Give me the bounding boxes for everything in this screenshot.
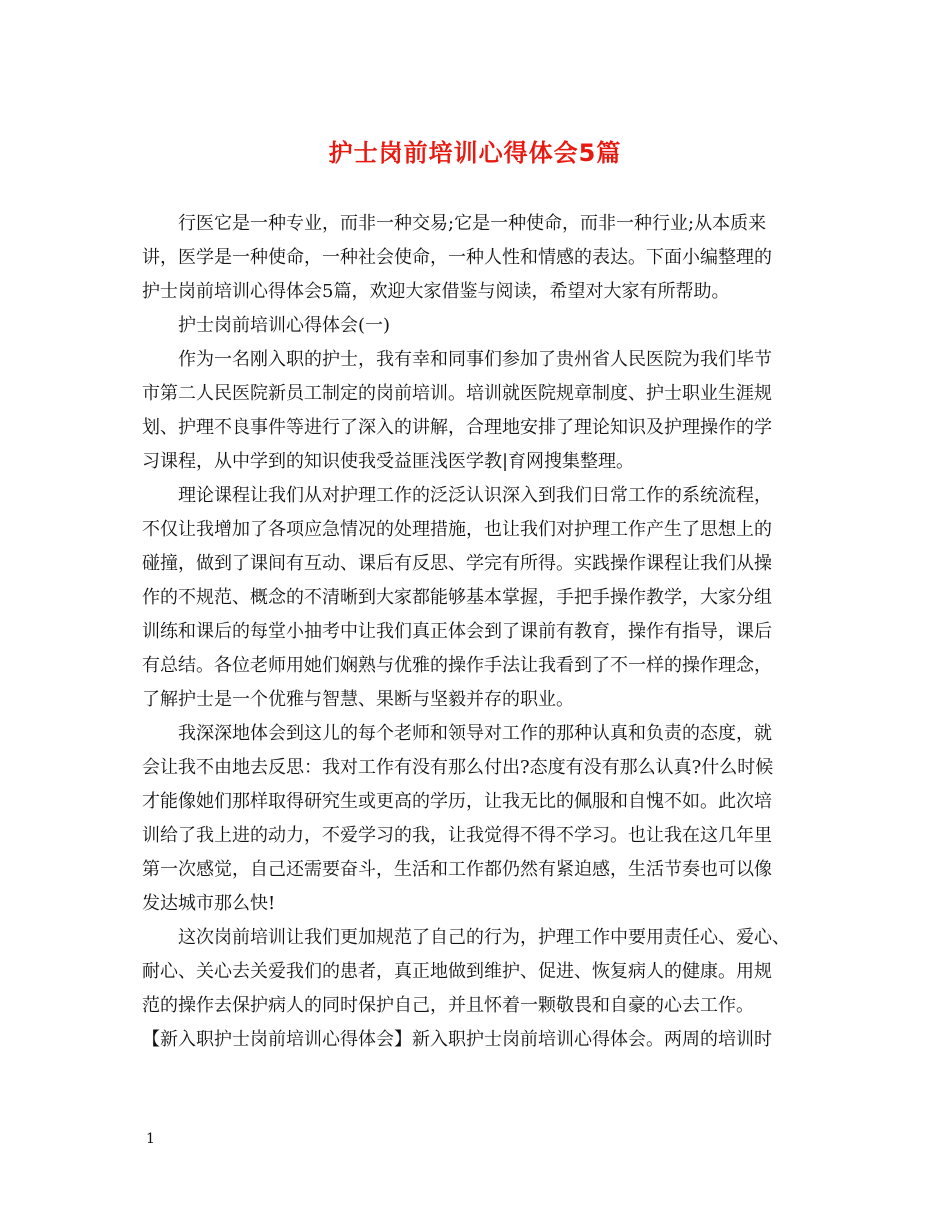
text-line: 理论课程让我们从对护理工作的泛泛认识深入到我们日常工作的系统流程， [178, 485, 772, 506]
text-line: 训练和课后的每堂小抽考中让我们真正体会到了课前有教育，操作有指导，课后 [142, 621, 772, 642]
text-line: 范的操作去保护病人的同时保护自己，并且怀着一颗敬畏和自豪的心去工作。 [142, 995, 754, 1016]
document-body [142, 207, 814, 1057]
text-line: 划、护理不良事件等进行了深入的讲解，合理地安排了理论知识及护理操作的学 [142, 417, 772, 438]
text-line: 讲，医学是一种使命，一种社会使命，一种人性和情感的表达。下面小编整理的 [142, 247, 772, 268]
text-line: 碰撞，做到了课间有互动、课后有反思、学完有所得。实践操作课程让我们从操 [142, 553, 772, 574]
text-line: 作的不规范、概念的不清晰到大家都能够基本掌握，手把手操作教学，大家分组 [142, 587, 772, 608]
text-line: 有总结。各位老师用她们娴熟与优雅的操作手法让我看到了不一样的操作理念， [142, 655, 772, 676]
page-number: 1 [146, 1131, 155, 1147]
text-line: 护士岗前培训心得体会(一) [178, 315, 391, 336]
text-line: 发达城市那么快! [142, 893, 276, 914]
text-line: 会让我不由地去反思：我对工作有没有那么付出?态度有没有那么认真?什么时候 [142, 757, 774, 778]
text-line: 习课程，从中学到的知识使我受益匪浅医学教|育网搜集整理。 [142, 451, 635, 472]
text-line: 我深深地体会到这儿的每个老师和领导对工作的那种认真和负责的态度，就 [178, 723, 772, 744]
text-line: 了解护士是一个优雅与智慧、果断与坚毅并存的职业。 [142, 689, 574, 710]
document-title: 护士岗前培训心得体会5篇 [328, 139, 622, 167]
text-line: 耐心、关心去关爱我们的患者，真正地做到维护、促进、恢复病人的健康。用规 [142, 961, 772, 982]
text-line: 这次岗前培训让我们更加规范了自己的行为，护理工作中要用责任心、爱心、 [178, 927, 790, 948]
text-line: 作为一名刚入职的护士，我有幸和同事们参加了贵州省人民医院为我们毕节 [178, 349, 772, 370]
text-line: 不仅让我增加了各项应急情况的处理措施，也让我们对护理工作产生了思想上的 [142, 519, 772, 540]
text-line: 行医它是一种专业，而非一种交易;它是一种使命，而非一种行业;从本质来 [178, 213, 767, 234]
text-line: 第一次感觉，自己还需要奋斗，生活和工作都仍然有紧迫感，生活节奏也可以像 [142, 859, 772, 880]
text-line: 训给了我上进的动力，不爱学习的我，让我觉得不得不学习。也让我在这几年里 [142, 825, 772, 846]
text-line: 护士岗前培训心得体会5篇，欢迎大家借鉴与阅读，希望对大家有所帮助。 [142, 281, 730, 302]
text-line: 【新入职护士岗前培训心得体会】新入职护士岗前培训心得体会。两周的培训时 [142, 1029, 772, 1050]
text-line: 市第二人民医院新员工制定的岗前培训。培训就医院规章制度、护士职业生涯规 [142, 383, 772, 404]
text-line: 才能像她们那样取得研究生或更高的学历，让我无比的佩服和自愧不如。此次培 [142, 791, 772, 812]
